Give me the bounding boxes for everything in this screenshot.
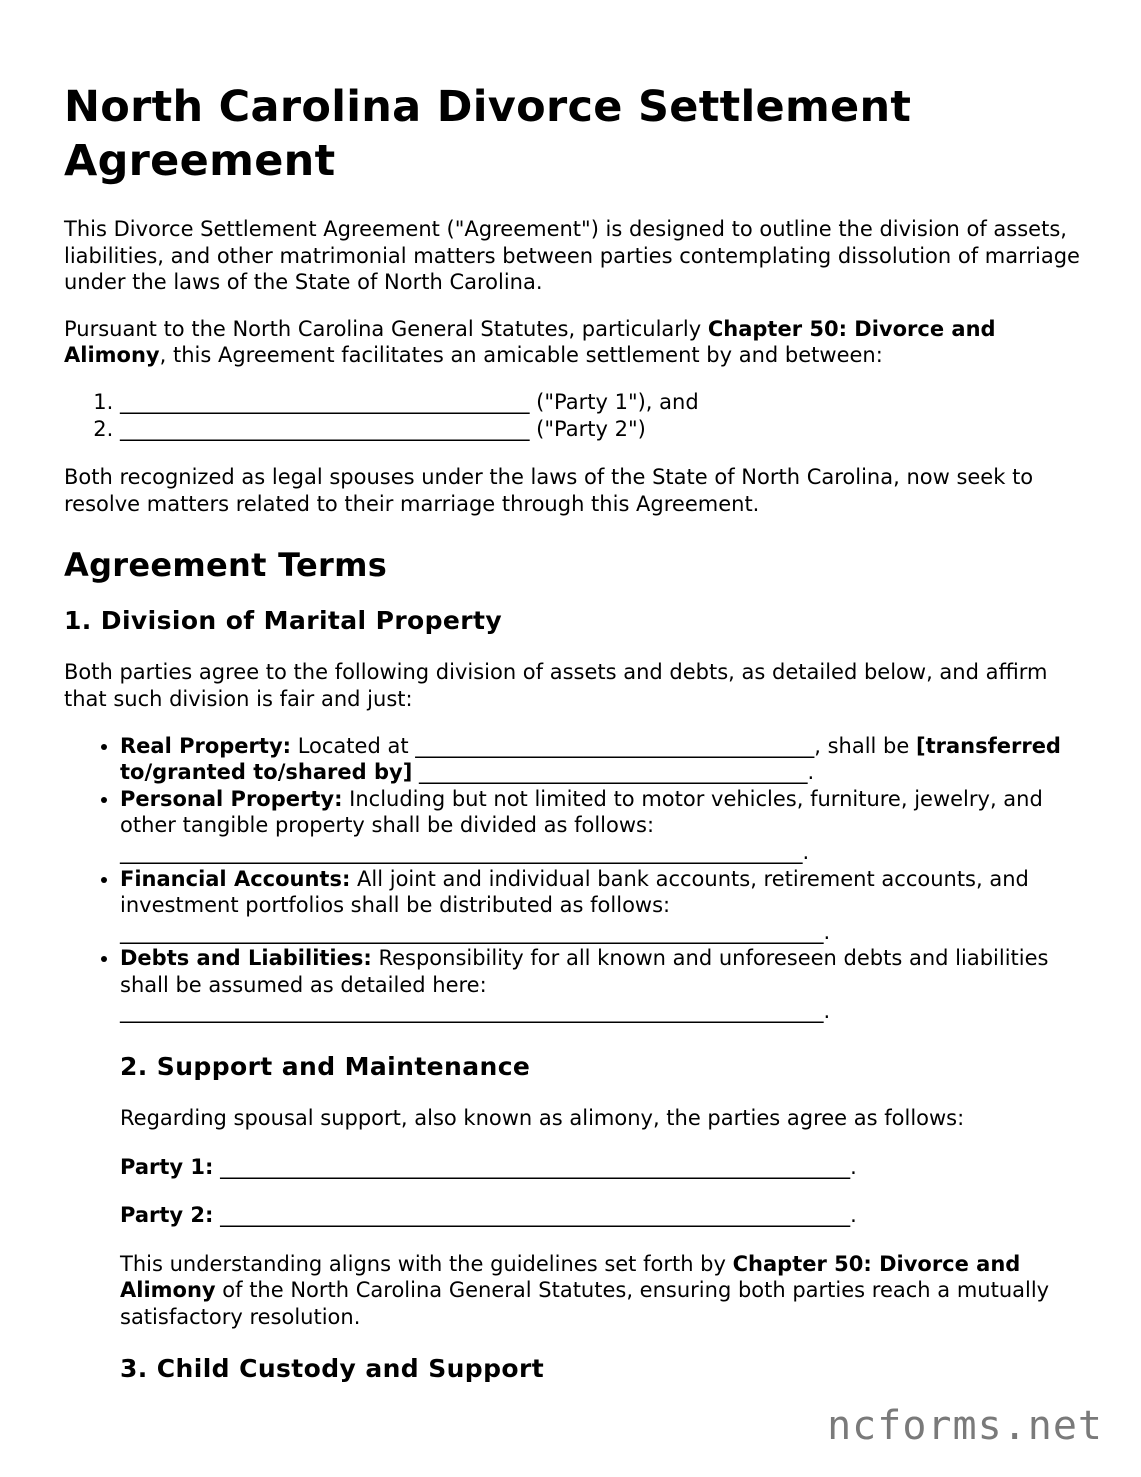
list-item-financial-accounts (120, 866, 1084, 946)
section-2-closing (120, 1251, 1084, 1331)
pursuant-paragraph (64, 316, 1084, 369)
agreement-terms-heading: Agreement Terms (64, 546, 388, 585)
closing-text-after: of the North Carolina General Statutes, ensuring both parties reach a mutually satisfactory resolution. (120, 1278, 1050, 1330)
parties-list (64, 389, 1084, 442)
section-1-heading: 1. Division of Marital Property (64, 606, 503, 636)
intro-paragraph: This Divorce Settlement Agreement ("Agreement") is designed to outline the division of assets, liabilities, and other matrimonial matters between parties contemplating dissolution of marriage under the laws of the State of North Carolina. (64, 217, 1080, 295)
financial-accounts-text: All joint and individual bank accounts, retirement accounts, and investment portfolios shall be distributed as follows: ___________________________________________________________________. (120, 866, 1029, 944)
party-2-support-line (120, 1202, 1084, 1229)
party-1-support-blank: ____________________________________________________________. (213, 1154, 857, 1179)
list-item-real-property (120, 733, 1084, 786)
party-1-support-line (120, 1154, 1084, 1181)
real-property-text: Located at ______________________________________, shall be (291, 733, 916, 758)
debts-liabilities-label: Debts and Liabilities: (120, 946, 372, 971)
party-1-support-label: Party 1: (120, 1154, 214, 1179)
document-page (64, 80, 1084, 1407)
personal-property-label: Personal Property: (120, 786, 343, 811)
real-property-label: Real Property: (120, 733, 292, 758)
recognition-paragraph: Both recognized as legal spouses under the laws of the State of North Carolina, now seek to resolve matters related to their marriage through this Agreement. (64, 465, 1034, 516)
party-2-support-blank: ____________________________________________________________. (213, 1203, 857, 1228)
closing-statute-reference: Chapter 50: Divorce and Alimony (120, 1251, 1021, 1303)
personal-property-text: Including but not limited to motor vehicles, furniture, jewelry, and other tangible property shall be divided as follows: _________________________________________________________________. (120, 786, 1043, 864)
financial-accounts-label: Financial Accounts: (120, 866, 351, 891)
section-1-intro: Both parties agree to the following division of assets and debts, as detailed below, and affirm that such division is fair and just: (64, 660, 1048, 711)
page-title: North Carolina Divorce Settlement Agreement (64, 82, 912, 186)
section-2-heading: 2. Support and Maintenance (120, 1052, 531, 1082)
statute-reference: Chapter 50: Divorce and Alimony (64, 316, 996, 368)
real-property-options: [transferred to/granted to/shared by] (120, 733, 1061, 785)
watermark-logo: ncforms.net (827, 1403, 1103, 1449)
closing-text-before: This understanding aligns with the guidelines set forth by (120, 1251, 733, 1276)
property-list (64, 733, 1084, 1026)
list-item-debts-liabilities (120, 945, 1084, 1025)
section-2-intro: Regarding spousal support, also known as alimony, the parties agree as follows: (120, 1106, 965, 1131)
party-1-line: 1. _______________________________________ ("Party 1"), and (120, 389, 1084, 416)
party-2-support-label: Party 2: (120, 1203, 214, 1228)
pursuant-text-after: , this Agreement facilitates an amicable settlement by and between: (159, 343, 883, 368)
section-3-heading: 3. Child Custody and Support (120, 1353, 545, 1383)
real-property-blank: _____________________________________. (412, 760, 815, 785)
section-2-block (120, 1051, 1084, 1385)
party-2-line: 2. _______________________________________ ("Party 2") (120, 416, 1084, 443)
pursuant-text-before: Pursuant to the North Carolina General Statutes, particularly (64, 316, 708, 341)
list-item-personal-property (120, 786, 1084, 866)
debts-liabilities-text: Responsibility for all known and unforeseen debts and liabilities shall be assumed as detailed here: ___________________________________________________________________. (120, 946, 1049, 1024)
